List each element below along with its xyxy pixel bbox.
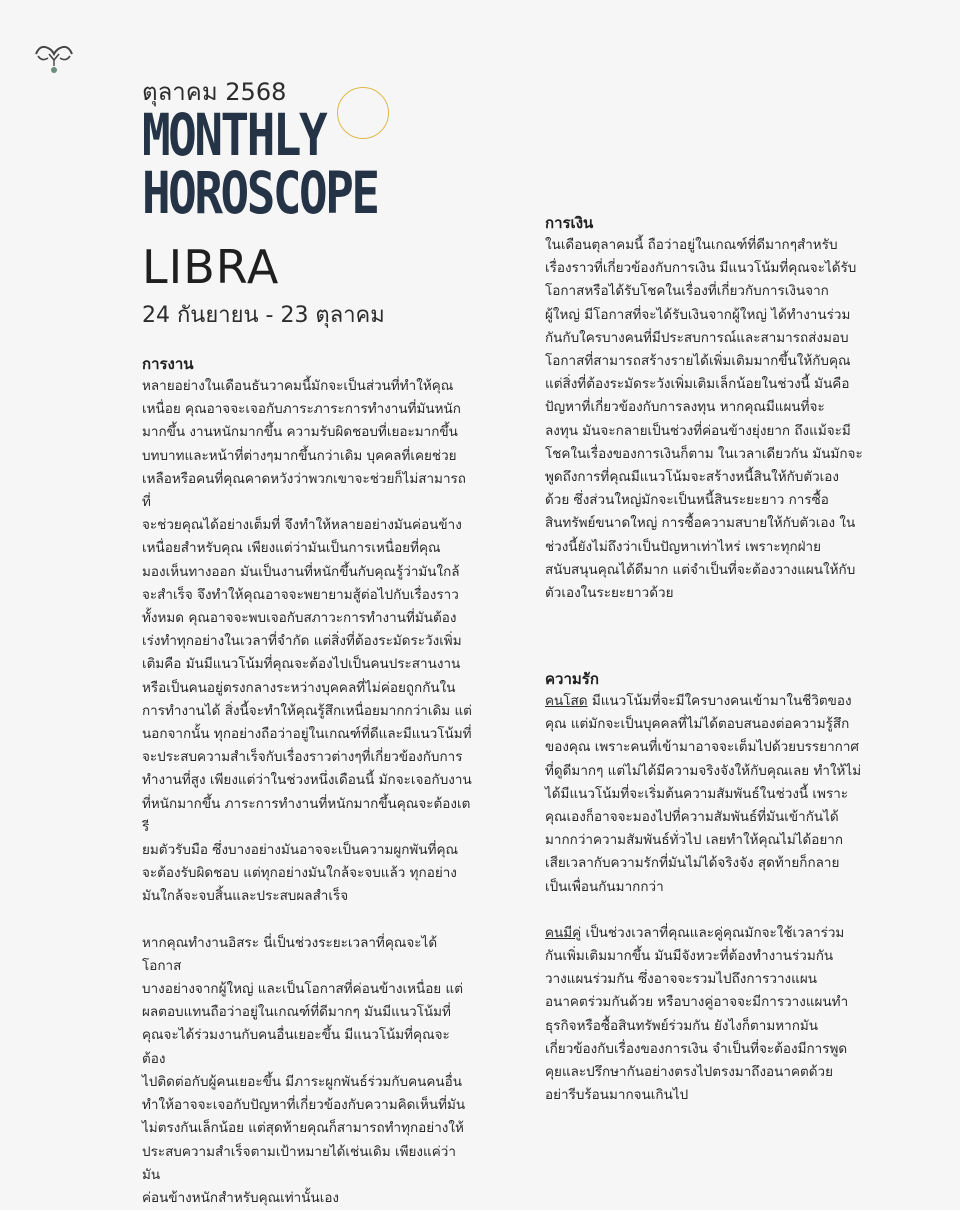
love-couple-paragraph [545, 922, 875, 1108]
finance-heading: การเงิน [545, 214, 594, 232]
career-heading: การงาน [142, 355, 194, 373]
finance-section [545, 212, 875, 605]
sign-dates: 24 กันยายน - 23 ตุลาคม [142, 303, 385, 328]
page-title [142, 101, 378, 227]
couple-text: เป็นช่วงเวลาที่คุณและคู่คุณมักจะใช้เวลาร่วม กันเพิ่มเติมมากขึ้น มันมีจังหวะที่ต้องทำงานร่วมกัน วางแผนร่วมกัน ซึ่งอาจจะรวมไปถึงการวางแผน อนาคตร่วมกันด้วย หรือบางคู่อาจจะมีการวางแผนทำ ธุรกิจหรือซื้อสินทรัพย์ร่วมกัน ยังไงก็ตามหากมัน เกี่ยวข้องกับเรื่องของการเงิน จำเป็นที่จะต้องมีการพูด คุยและปรึกษากันอย่างตรงไปตรงมาถึงอนาคตด้วย อย่ารีบร้อนมากจนเกินไป [545, 924, 849, 1104]
zodiac-sign: LIBRA [142, 240, 280, 294]
love-heading: ความรัก [545, 670, 599, 688]
career-paragraph-2: หากคุณทำงานอิสระ นี่เป็นช่วงระยะเวลาที่คุณจะได้โอกาส บางอย่างจากผู้ใหญ่ และเป็นโอกาสที่ค่อนข้างเหนื่อย แต่ ผลตอบแทนถือว่าอยู่ในเกณฑ์ที่ดีมากๆ มันมีแนวโน้มที่ คุณจะได้ร่วมงานกับคนอื่นเยอะขึ้น มีแนวโน้มที่คุณจะต้อง ไปติดต่อกับผู้คนเยอะขึ้น มีภาระผูกพันธ์ร่วมกับคนคนอื่น ทำให้อาจจะเจอกับปัญหาที่เกี่ยวข้องกับความคิดเห็นที่มัน ไม่ตรงกันเล็กน้อย แต่สุดท้ายคุณก็สามารถทำทุกอย่างให้ ประสบความสำเร็จตามเป้าหมายได้เช่นเดิม เพียงแค่ว่ามัน ค่อนข้างหนักสำหรับคุณเท่านั้นเอง [142, 934, 466, 1206]
career-paragraph-1: หลายอย่างในเดือนธันวาคมนี้มักจะเป็นส่วนที่ทำให้คุณ เหนื่อย คุณอาจจะเจอกับภาระภาระการทำงานที่มันหนัก มากขึ้น งานหนักมากขึ้น ความรับผิดชอบที่เยอะมากขึ้น บทบาทและหน้าที่ต่างๆมากขึ้นกว่าเดิม บุคคลที่เคยช่วย เหลือหรือคนที่คุณคาดหวังว่าพวกเขาจะช่วยก็ไม่สามารถที่ จะช่วยคุณได้อย่างเต็มที่ จึงทำให้หลายอย่างมันค่อนข้าง เหนื่อยสำหรับคุณ เพียงแต่ว่ามันเป็นการเหนื่อยที่คุณ มองเห็นทางออก มันเป็นงานที่หนักขึ้นกับคุณรู้ว่ามันใกล้ จะสำเร็จ จึงทำให้คุณอาจจะพยายามสู้ต่อไปกับเรื่องราว ทั้งหมด คุณอาจจะพบเจอกับสภาวะการทำงานที่มันต้อง เร่งทำทุกอย่างในเวลาที่จำกัด แต่สิ่งที่ต้องระมัดระวังเพิ่ม เติมคือ มันมีแนวโน้มที่คุณจะต้องไปเป็นคนประสานงาน หรือเป็นคนอยู่ตรงกลางระหว่างบุคคลที่ไม่ค่อยถูกกันใน การทำงานได้ สิ่งนี้จะทำให้คุณรู้สึกเหนื่อยมากกว่าเดิม แต่ นอกจากนั้น ทุกอย่างถือว่าอยู่ในเกณฑ์ที่ดีและมีแนวโน้มที่ จะประสบความสำเร็จกับเรื่องราวต่างๆที่เกี่ยวข้องกับการ ทำงานที่สูง เพียงแต่ว่าในช่วงหนึ่งเดือนนี้ มักจะเจอกับงาน ที่หนักมากขึ้น ภาระการทำงานที่หนักมากขึ้นคุณจะต้องเตรี ยมตัวรับมือ ซึ่งบางอย่างมันอาจจะเป็นความผูกพันที่คุณ จะต้องรับผิดชอบ แต่ทุกอย่างมันใกล้จะจบแล้ว ทุกอย่าง มันใกล้จะจบสิ้นและประสบผลสำเร็จ [142, 378, 472, 905]
single-text: มีแนวโน้มที่จะมีใครบางคนเข้ามาในชีวิตของ คุณ แต่มักจะเป็นบุคคลที่ไม่ได้ตอบสนองต่อความรู้สึก ของคุณ เพราะคนที่เข้ามาอาจจะเต็มไปด้วยบรรยากาศ ที่ดูดีมากๆ แต่ไม่ได้มีความจริงจังให้กับคุณเลย ทำให้ไม่ ได้มีแนวโน้มที่จะเริ่มต้นความสัมพันธ์ในช่วงนี้ เพราะ คุณเองก็อาจจะมองไปที่ความสัมพันธ์ที่มันเข้ากันได้ มากกว่าความสัมพันธ์ทั่วไป เลยทำให้คุณไม่ได้อยาก เสียเวลากับความรักที่มันไม่ได้จริงจัง สุดท้ายก็กลาย เป็นเพื่อนกันมากกว่า [545, 693, 862, 895]
title-line-1: MONTHLY [142, 101, 326, 169]
title-line-2: HOROSCOPE [142, 159, 378, 227]
love-section [545, 668, 875, 1107]
finance-paragraph: ในเดือนตุลาคมนี้ ถือว่าอยู่ในเกณฑ์ที่ดีมากๆสำหรับ เรื่องราวที่เกี่ยวข้องกับการเงิน มีแนวโน้มที่คุณจะได้รับ โอกาสหรือได้รับโชคในเรื่องที่เกี่ยวกับการเงินจาก ผู้ใหญ่ มีโอกาสที่จะได้รับเงินจากผู้ใหญ่ ได้ทำงานร่วม กันกับใครบางคนที่มีประสบการณ์และสามารถส่งมอบ โอกาสที่สามารถสร้างรายได้เพิ่มเติมมากขึ้นให้กับคุณ แต่สิ่งที่ต้องระมัดระวังเพิ่มเติมเล็กน้อยในช่วงนี้ มันคือ ปัญหาที่เกี่ยวข้องกับการลงทุน หากคุณมีแผนที่จะ ลงทุน มันจะกลายเป็นช่วงที่ค่อนข้างยุ่งยาก ถึงแม้จะมี โชคในเรื่องของการเงินก็ตาม ในเวลาเดียวกัน มันมักจะ พูดถึงการที่คุณมีแนวโน้มจะสร้างหนี้สินให้กับตัวเอง ด้วย ซึ่งส่วนใหญ่มักจะเป็นหนี้สินระยะยาว การซื้อ สินทรัพย์ขนาดใหญ่ การซื้อความสบายให้กับตัวเอง ใน ช่วงนี้ยังไม่ถึงว่าเป็นปัญหาเท่าไหร่ เพราะทุกฝ่าย สนับสนุนคุณได้ดีมาก แต่จำเป็นที่จะต้องวางแผนให้กับ ตัวเองในระยะยาวด้วย [545, 237, 863, 602]
couple-label: คนมีคู่ [545, 924, 582, 941]
career-section [142, 353, 472, 1210]
libra-zodiac-logo-icon [30, 40, 78, 76]
single-label: คนโสด [545, 693, 588, 709]
month-label: ตุลาคม 2568 [142, 78, 287, 106]
love-single-paragraph [545, 690, 875, 899]
